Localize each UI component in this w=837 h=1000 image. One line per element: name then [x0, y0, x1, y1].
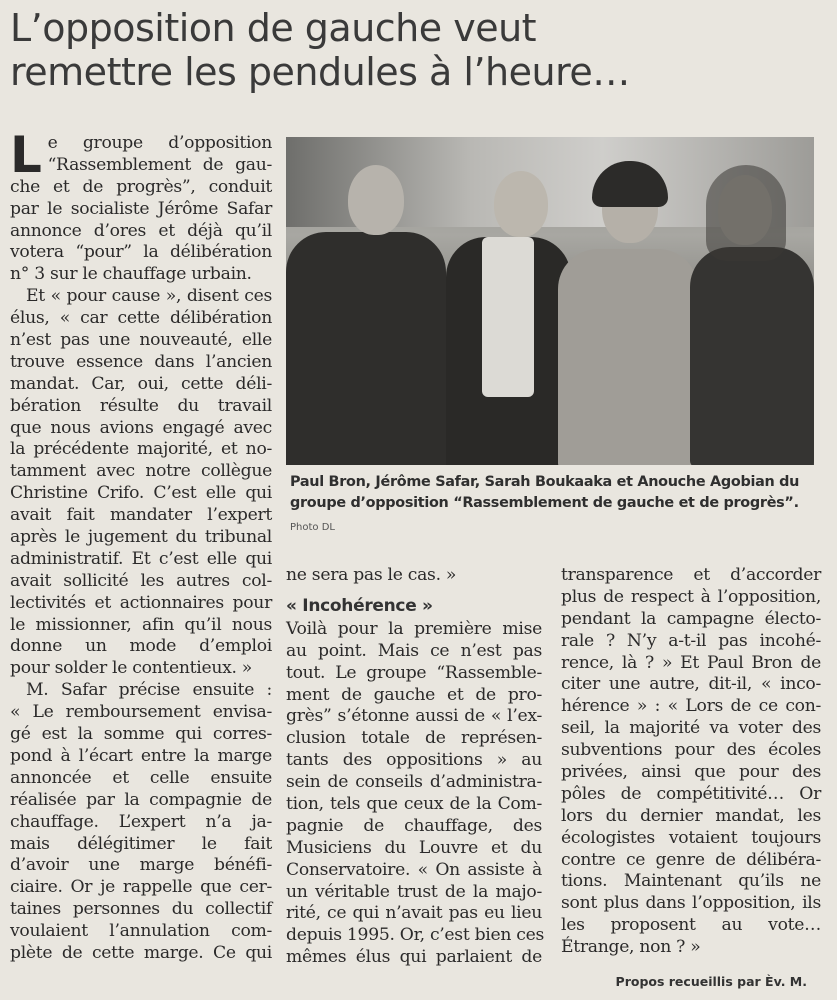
col1-line: che et de progrès”, conduit	[10, 176, 272, 197]
article-column-3	[561, 565, 821, 959]
col1-line: gé est la somme qui corres-	[10, 724, 272, 745]
col1-line: “Rassemblement de gau-	[47, 154, 272, 175]
col1-line: bération résulte du travail	[10, 395, 272, 416]
col2-line: Voilà pour la première mise	[286, 618, 542, 639]
col1-line: mais délégitimer le fait	[10, 833, 272, 854]
drop-cap: L	[10, 126, 42, 184]
col1-line: ciaire. Or je rappelle que cer-	[10, 877, 272, 898]
headline-line-2: remettre les pendules à l’heure…	[10, 50, 630, 94]
col2-line: au point. Mais ce n’est pas	[286, 640, 542, 661]
col1-line: avait fait mandater l’expert	[10, 505, 272, 526]
col1-line: que nous avions engagé avec	[10, 417, 272, 438]
byline-signature: Propos recueillis par Èv. M.	[615, 974, 807, 989]
article-column-2	[286, 565, 545, 969]
col3-line: subventions pour des écoles	[561, 740, 821, 761]
col1-line: « Le remboursement envisa-	[10, 702, 272, 723]
col3-line: contre ce genre de délibéra-	[561, 849, 821, 870]
col1-line: Et « pour cause », disent ces	[26, 286, 272, 307]
col2-line: un véritable trust de la majo-	[286, 881, 542, 902]
col1-line: voulaient l’annulation com-	[10, 921, 272, 942]
col2-line: clusion totale de représen-	[286, 728, 542, 749]
col2-line: Conservatoire. « On assiste à	[286, 859, 542, 880]
col1-line: donne un mode d’emploi	[10, 636, 272, 657]
col1-line: la précédente majorité, et no-	[10, 439, 272, 460]
headline	[10, 6, 830, 94]
col1-line: avait sollicité les autres col-	[10, 570, 272, 591]
col2-first-line: ne sera pas le cas. »	[286, 565, 457, 585]
col1-line: n’est pas une nouveauté, elle	[10, 330, 272, 351]
col3-line: Étrange, non ? »	[561, 937, 701, 958]
col1-line: e groupe d’opposition	[47, 133, 272, 153]
caption-line-1: Paul Bron, Jérôme Safar, Sarah Boukaaka et Anouche Agobian du	[290, 474, 800, 490]
col2-line: depuis 1995. Or, c’est bien ces	[286, 925, 545, 946]
col3-line: lors du dernier mandat, les	[561, 805, 821, 826]
col1-line: annonce d’ores et déjà qu’il	[10, 220, 272, 241]
col2-line: tants des oppositions » au	[286, 750, 542, 771]
col3-line: pendant la campagne électo-	[561, 608, 821, 629]
col1-line: lectivités et actionnaires pour	[10, 592, 272, 613]
col3-line: rence, là ? » Et Paul Bron de	[561, 652, 821, 673]
col3-line: sont plus dans l’opposition, ils	[561, 893, 821, 914]
col1-line: pour solder le contentieux. »	[10, 658, 253, 679]
photo-credit: Photo DL	[290, 522, 335, 533]
col3-line: plus de respect à l’opposition,	[561, 586, 821, 607]
col3-line: seil, la majorité va voter des	[561, 718, 821, 739]
col1-line: tamment avec notre collègue	[10, 461, 272, 482]
col2-line: tion, tels que ceux de la Com-	[286, 794, 542, 815]
col1-line: mandat. Car, oui, cette déli-	[10, 373, 272, 394]
col1-line: après le jugement du tribunal	[10, 527, 272, 548]
col1-line: votera “pour” la délibération	[10, 242, 272, 263]
subheading: « Incohérence »	[286, 595, 433, 616]
col1-line: pond à l’écart entre la marge	[10, 745, 272, 766]
article-column-1	[10, 126, 272, 965]
col2-line: pagnie de chauffage, des	[286, 815, 542, 836]
col3-line: les proposent au vote…	[561, 915, 821, 936]
photo-caption	[290, 472, 820, 514]
col2-line: mêmes élus qui parlaient de	[286, 947, 542, 968]
col1-line: trouve essence dans l’ancien	[10, 351, 272, 372]
col2-line: ment de gauche et de pro-	[286, 684, 542, 705]
col1-line: M. Safar précise ensuite :	[26, 680, 272, 701]
col3-line: rale ? N’y a-t-il pas incohé-	[561, 630, 821, 651]
col1-line: Christine Crifo. C’est elle qui	[10, 483, 272, 504]
col3-line: écologistes votaient toujours	[561, 827, 821, 848]
col2-line: Musiciens du Louvre et du	[286, 837, 542, 858]
headline-line-1: L’opposition de gauche veut	[10, 6, 537, 50]
caption-line-2: groupe d’opposition “Rassemblement de gauche et de progrès”.	[290, 495, 799, 511]
col1-line: par le socialiste Jérôme Safar	[10, 198, 272, 219]
col1-line: annoncée et celle ensuite	[10, 767, 272, 788]
col3-line: citer une autre, dit-il, « inco-	[561, 674, 821, 695]
col1-line: n° 3 sur le chauffage urbain.	[10, 264, 252, 285]
col2-line: sein de conseils d’administra-	[286, 772, 542, 793]
col3-line: transparence et d’accorder	[561, 565, 821, 585]
col1-line: élus, « car cette délibération	[10, 308, 272, 329]
col2-line: rité, ce qui n’avait pas eu lieu	[286, 903, 542, 924]
group-photo	[286, 137, 814, 465]
col2-line: tout. Le groupe “Rassemble-	[286, 662, 542, 683]
col1-line: d’avoir une marge bénéfi-	[10, 855, 272, 876]
col3-line: pôles de compétitivité… Or	[561, 783, 821, 804]
col1-line: taines personnes du collectif	[10, 899, 272, 920]
col3-line: hérence » : « Lors de ce con-	[561, 696, 821, 717]
col1-line: réalisée par la compagnie de	[10, 789, 272, 810]
col2-line: grès” s’étonne aussi de « l’ex-	[286, 706, 542, 727]
col1-line: le missionner, afin qu’il nous	[10, 614, 272, 635]
col3-line: privées, ainsi que pour des	[561, 762, 821, 783]
col3-line: tions. Maintenant qu’ils ne	[561, 871, 821, 892]
col1-line: chauffage. L’expert n’a ja-	[10, 811, 272, 832]
col1-line: administratif. Et c’est elle qui	[10, 548, 272, 569]
col1-line: plète de cette marge. Ce qui	[10, 942, 272, 963]
